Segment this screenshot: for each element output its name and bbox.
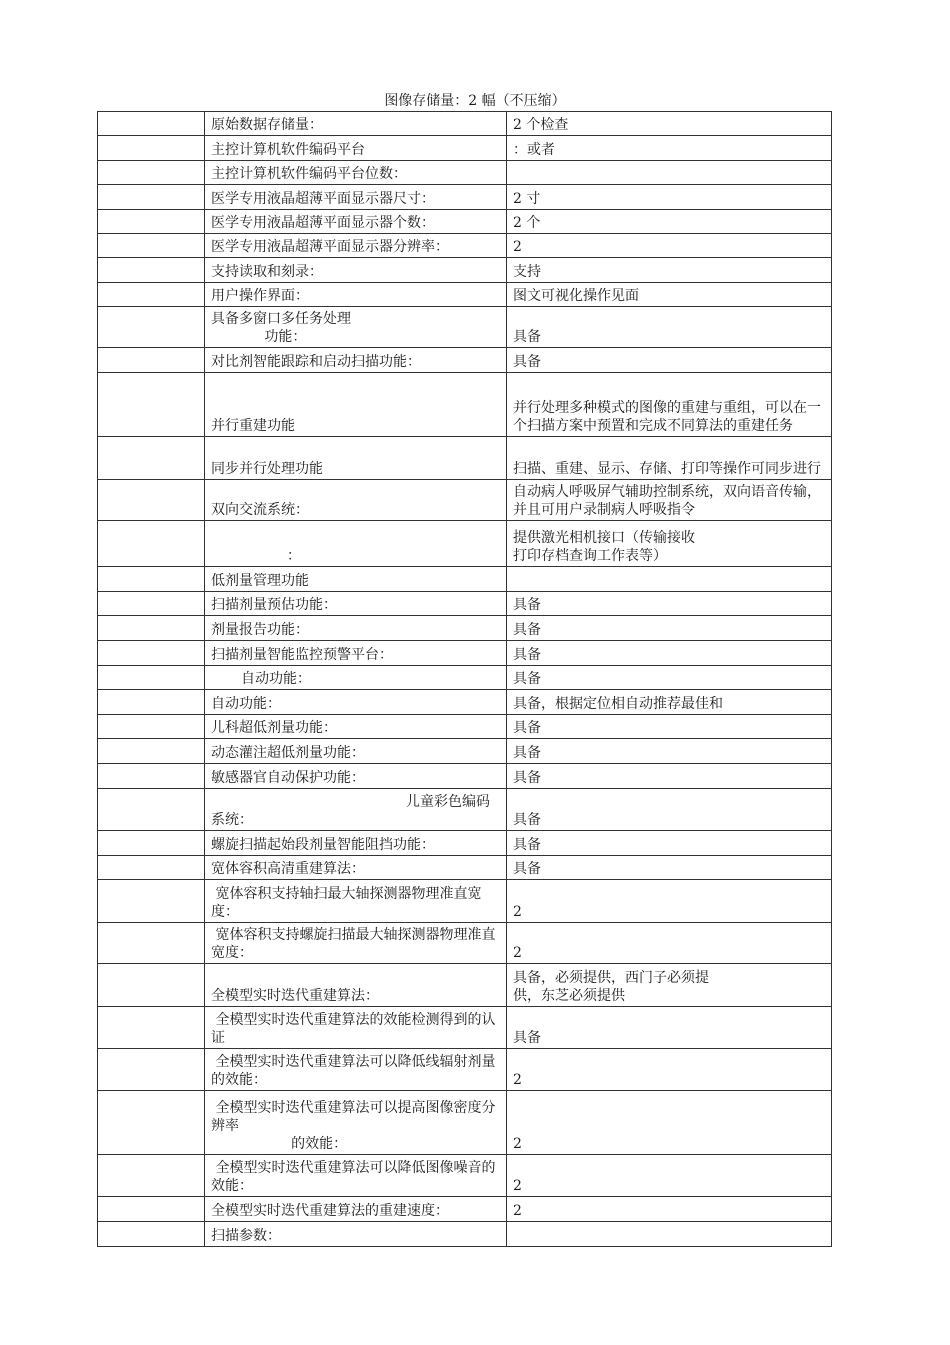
label-cell: 用户操作界面： [205,283,507,307]
label-cell: 剂量报告功能： [205,616,507,641]
blank-cell [98,210,205,234]
value-cell: 2 个 [507,210,832,234]
table-row [98,437,832,480]
label-cell: 同步并行处理功能 [205,437,507,480]
blank-cell [98,185,205,210]
blank-cell [98,521,205,567]
value-cell: 具备 [507,616,832,641]
value-cell: 具备 [507,307,832,348]
value-cell: 2 个检查 [507,112,832,136]
table-row [98,1007,832,1049]
label-cell: 自动功能： [205,666,507,690]
label-cell: 扫描剂量智能监控预警平台： [205,641,507,666]
label-cell: 主控计算机软件编码平台 [205,136,507,161]
table-row [98,964,832,1007]
value-cell: 具备 [507,764,832,789]
blank-cell [98,831,205,856]
value-cell: 2 寸 [507,185,832,210]
value-cell: 具备 [507,592,832,616]
blank-cell [98,567,205,592]
value-cell: 自动病人呼吸屏气辅助控制系统，双向语音传输，并且可用户录制病人呼吸指令 [507,480,832,521]
page-heading: 图像存储量：2 幅（不压缩） [384,93,566,109]
table-row [98,136,832,161]
label-cell: 动态灌注超低剂量功能： [205,739,507,764]
blank-cell [98,964,205,1007]
value-cell: 2 [507,1091,832,1155]
spec-table [97,111,832,1247]
value-cell: 具备 [507,789,832,831]
blank-cell [98,1197,205,1222]
blank-cell [98,616,205,641]
blank-cell [98,1007,205,1049]
blank-cell [98,641,205,666]
table-row [98,880,832,923]
value-cell: 2 [507,1049,832,1091]
table-row [98,480,832,521]
label-cell: 全模型实时迭代重建算法可以降低线辐射剂量的效能： [205,1049,507,1091]
blank-cell [98,1091,205,1155]
value-cell: 并行处理多种模式的图像的重建与重组，可以在一个扫描方案中预置和完成不同算法的重建任务 [507,373,832,437]
table-row [98,789,832,831]
label-cell: 低剂量管理功能 [205,567,507,592]
table-row [98,923,832,964]
table-row [98,234,832,258]
blank-cell [98,258,205,283]
value-cell: 2 [507,923,832,964]
blank-cell [98,923,205,964]
table-row [98,616,832,641]
blank-cell [98,1155,205,1197]
table-row [98,592,832,616]
table-row [98,831,832,856]
table-row [98,373,832,437]
value-cell: ：或者 [507,136,832,161]
table-row [98,210,832,234]
table-row [98,185,832,210]
table-row [98,161,832,185]
table-row [98,1197,832,1222]
label-cell: 医学专用液晶超薄平面显示器尺寸： [205,185,507,210]
value-cell: 具备 [507,1007,832,1049]
value-cell: 具备 [507,641,832,666]
blank-cell [98,715,205,739]
table-row [98,112,832,136]
label-cell: 双向交流系统： [205,480,507,521]
blank-cell [98,307,205,348]
table-row [98,1155,832,1197]
label-line: 儿童彩色编码 [406,794,490,810]
blank-cell [98,112,205,136]
value-cell [507,161,832,185]
table-row [98,567,832,592]
blank-cell [98,161,205,185]
value-cell: 2 [507,1197,832,1222]
value-cell: 支持 [507,258,832,283]
label-cell: 扫描参数： [205,1222,507,1247]
label-cell: 全模型实时迭代重建算法的重建速度： [205,1197,507,1222]
table-row [98,1049,832,1091]
value-cell: 具备 [507,348,832,373]
value-cell: 具备 [507,856,832,880]
label-cell: 全模型实时迭代重建算法可以提高图像密度分辨率 的效能： [205,1091,507,1155]
label-line: 系统： [211,812,253,828]
blank-cell [98,856,205,880]
label-cell: 宽体容积支持轴扫最大轴探测器物理准直宽度： [205,880,507,923]
value-cell: 2 [507,880,832,923]
label-cell: 对比剂智能跟踪和启动扫描功能： [205,348,507,373]
blank-cell [98,739,205,764]
table-row [98,739,832,764]
table-row [98,258,832,283]
label-cell: 全模型实时迭代重建算法的效能检测得到的认证 [205,1007,507,1049]
value-cell: 具备 [507,739,832,764]
blank-cell [98,348,205,373]
blank-cell [98,234,205,258]
table-row [98,1222,832,1247]
label-cell: 宽体容积支持螺旋扫描最大轴探测器物理准直宽度： [205,923,507,964]
blank-cell [98,283,205,307]
value-cell: 具备 [507,666,832,690]
table-row [98,283,832,307]
label-cell: 敏感器官自动保护功能： [205,764,507,789]
value-cell: 2 [507,234,832,258]
label-cell: ： [205,521,507,567]
value-cell: 具备 [507,831,832,856]
label-cell [205,789,507,831]
blank-cell [98,690,205,715]
table-row [98,1091,832,1155]
table-row [98,307,832,348]
table-row [98,856,832,880]
table-row [98,348,832,373]
blank-cell [98,880,205,923]
blank-cell [98,666,205,690]
blank-cell [98,373,205,437]
label-cell: 螺旋扫描起始段剂量智能阻挡功能： [205,831,507,856]
value-cell: 2 [507,1155,832,1197]
label-cell: 主控计算机软件编码平台位数： [205,161,507,185]
label-cell: 儿科超低剂量功能： [205,715,507,739]
blank-cell [98,480,205,521]
label-cell: 宽体容积高清重建算法： [205,856,507,880]
label-cell: 原始数据存储量： [205,112,507,136]
blank-cell [98,1222,205,1247]
label-cell: 自动功能： [205,690,507,715]
label-cell: 医学专用液晶超薄平面显示器分辨率： [205,234,507,258]
value-cell: 提供激光相机接口（传输接收 打印存档查询工作表等） [507,521,832,567]
blank-cell [98,592,205,616]
label-cell: 医学专用液晶超薄平面显示器个数： [205,210,507,234]
value-cell: 扫描、重建、显示、存储、打印等操作可同步进行 [507,437,832,480]
label-cell: 全模型实时迭代重建算法可以降低图像噪音的效能： [205,1155,507,1197]
blank-cell [98,1049,205,1091]
blank-cell [98,764,205,789]
table-row [98,666,832,690]
value-cell [507,1222,832,1247]
table-row [98,641,832,666]
table-row [98,521,832,567]
value-cell: 具备，必须提供，西门子必须提 供，东芝必须提供 [507,964,832,1007]
value-cell: 具备，根据定位相自动推荐最佳和 [507,690,832,715]
label-cell: 支持读取和刻录： [205,258,507,283]
value-cell: 具备 [507,715,832,739]
table-row [98,715,832,739]
label-cell: 并行重建功能 [205,373,507,437]
table-row [98,764,832,789]
blank-cell [98,789,205,831]
label-cell: 具备多窗口多任务处理 功能： [205,307,507,348]
label-cell: 全模型实时迭代重建算法： [205,964,507,1007]
blank-cell [98,437,205,480]
label-cell: 扫描剂量预估功能： [205,592,507,616]
value-cell: 图文可视化操作见面 [507,283,832,307]
table-row [98,690,832,715]
blank-cell [98,136,205,161]
value-cell [507,567,832,592]
